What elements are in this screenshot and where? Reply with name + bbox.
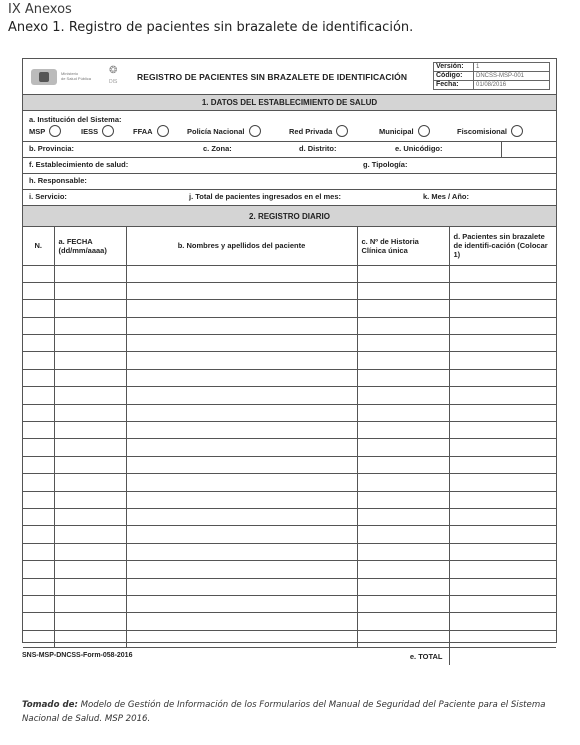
table-cell[interactable] — [23, 561, 54, 578]
option-policia-nacional[interactable]: Policía Nacional — [187, 125, 261, 137]
table-cell[interactable] — [54, 491, 126, 508]
table-cell[interactable] — [357, 508, 449, 525]
table-row — [23, 422, 556, 439]
ministry-logo: Ministerio de Salud Pública ❂ DIS — [31, 65, 131, 89]
table-cell[interactable] — [23, 300, 54, 317]
form-code: SNS-MSP-DNCSS-Form-058-2016 — [22, 652, 133, 659]
table-cell[interactable] — [54, 387, 126, 404]
table-cell[interactable] — [449, 422, 556, 439]
table-row — [23, 282, 556, 299]
table-cell[interactable] — [126, 508, 357, 525]
radio-circle-icon — [511, 125, 523, 137]
table-cell[interactable] — [357, 595, 449, 612]
table-cell[interactable] — [357, 474, 449, 491]
seal-icon: ❂ — [109, 65, 118, 76]
table-cell[interactable] — [23, 526, 54, 543]
table-cell[interactable] — [357, 335, 449, 352]
table-cell[interactable] — [126, 352, 357, 369]
radio-circle-icon — [336, 125, 348, 137]
table-cell[interactable] — [357, 543, 449, 560]
version-value: 1 — [474, 63, 550, 72]
option-msp[interactable]: MSP — [29, 125, 61, 137]
table-cell[interactable] — [126, 613, 357, 630]
section-1-heading: 1. DATOS DEL ESTABLECIMIENTO DE SALUD — [23, 95, 556, 111]
table-cell[interactable] — [23, 595, 54, 612]
table-cell[interactable] — [23, 404, 54, 421]
table-cell[interactable] — [54, 352, 126, 369]
table-cell[interactable] — [126, 456, 357, 473]
table-cell[interactable] — [54, 595, 126, 612]
radio-circle-icon — [249, 125, 261, 137]
table-cell[interactable] — [23, 543, 54, 560]
table-cell[interactable] — [449, 595, 556, 612]
table-cell[interactable] — [126, 404, 357, 421]
section-heading: IX Anexos — [8, 2, 72, 17]
table-row — [23, 491, 556, 508]
table-row — [23, 317, 556, 334]
source-note: Tomado de: Modelo de Gestión de Información de los Formularios del Manual de Seguridad del Paciente para el Sistema Nacional de Salud. MSP 2016. — [22, 700, 546, 724]
table-cell[interactable] — [23, 613, 54, 630]
table-cell[interactable] — [357, 578, 449, 595]
table-row — [23, 404, 556, 421]
total-label: e. TOTAL — [23, 648, 449, 665]
col-header-pacientes: d. Pacientes sin brazalete de identifi-cación (Colocar 1) — [449, 227, 556, 265]
provincia-field[interactable]: b. Provincia: — [29, 144, 75, 153]
table-cell[interactable] — [126, 578, 357, 595]
form-header — [23, 59, 556, 95]
table-cell[interactable] — [23, 335, 54, 352]
table-cell[interactable] — [126, 317, 357, 334]
table-row — [23, 369, 556, 386]
table-row — [23, 300, 556, 317]
option-fiscomisional[interactable]: Fiscomisional — [457, 125, 523, 137]
table-row — [23, 352, 556, 369]
table-cell[interactable] — [54, 439, 126, 456]
table-cell[interactable] — [54, 404, 126, 421]
unicodigo-field[interactable]: e. Unicódigo: — [395, 144, 443, 153]
table-cell[interactable] — [23, 387, 54, 404]
table-cell[interactable] — [449, 369, 556, 386]
table-cell[interactable] — [54, 300, 126, 317]
table-cell[interactable] — [449, 352, 556, 369]
table-cell[interactable] — [449, 543, 556, 560]
table-cell[interactable] — [54, 335, 126, 352]
table-cell[interactable] — [23, 317, 54, 334]
zona-field[interactable]: c. Zona: — [203, 144, 232, 153]
table-row — [23, 335, 556, 352]
total-value-cell[interactable] — [449, 648, 556, 665]
table-cell[interactable] — [126, 439, 357, 456]
option-red-privada[interactable]: Red Privada — [289, 125, 348, 137]
table-cell[interactable] — [23, 439, 54, 456]
table-cell[interactable] — [449, 300, 556, 317]
servicio-field[interactable]: i. Servicio: — [29, 192, 67, 201]
table-cell[interactable] — [54, 526, 126, 543]
table-cell[interactable] — [126, 543, 357, 560]
table-cell[interactable] — [357, 439, 449, 456]
radio-circle-icon — [157, 125, 169, 137]
institution-label: a. Institución del Sistema: — [29, 115, 122, 124]
responsable-field[interactable]: h. Responsable: — [29, 176, 87, 185]
table-cell[interactable] — [357, 526, 449, 543]
table-cell[interactable] — [54, 317, 126, 334]
table-cell[interactable] — [54, 456, 126, 473]
table-cell[interactable] — [126, 422, 357, 439]
table-cell[interactable] — [357, 630, 449, 647]
table-cell[interactable] — [449, 439, 556, 456]
table-cell[interactable] — [126, 474, 357, 491]
table-cell[interactable] — [23, 474, 54, 491]
table-cell[interactable] — [23, 422, 54, 439]
table-cell[interactable] — [54, 474, 126, 491]
table-cell[interactable] — [126, 265, 357, 282]
table-cell[interactable] — [357, 561, 449, 578]
table-cell[interactable] — [449, 317, 556, 334]
table-cell[interactable] — [126, 335, 357, 352]
section-2-heading: 2. REGISTRO DIARIO — [23, 206, 556, 227]
table-cell[interactable] — [449, 561, 556, 578]
table-cell[interactable] — [449, 387, 556, 404]
radio-circle-icon — [49, 125, 61, 137]
table-cell[interactable] — [449, 491, 556, 508]
option-ffaa[interactable]: FFAA — [133, 125, 169, 137]
table-cell[interactable] — [357, 265, 449, 282]
radio-circle-icon — [418, 125, 430, 137]
date-value: 01/08/2016 — [474, 81, 550, 90]
table-cell[interactable] — [126, 595, 357, 612]
table-cell[interactable] — [126, 282, 357, 299]
table-cell[interactable] — [357, 369, 449, 386]
table-cell[interactable] — [357, 300, 449, 317]
table-cell[interactable] — [54, 578, 126, 595]
table-cell[interactable] — [449, 456, 556, 473]
table-cell[interactable] — [126, 526, 357, 543]
table-row — [23, 439, 556, 456]
table-cell[interactable] — [54, 543, 126, 560]
table-cell[interactable] — [126, 630, 357, 647]
table-row — [23, 613, 556, 630]
code-value: DNCSS-MSP-001 — [474, 72, 550, 81]
col-header-n: N. — [23, 227, 54, 265]
table-cell[interactable] — [54, 508, 126, 525]
table-cell[interactable] — [357, 317, 449, 334]
table-cell[interactable] — [449, 630, 556, 647]
col-header-historia: c. Nº de Historia Clínica única — [357, 227, 449, 265]
table-cell[interactable] — [449, 613, 556, 630]
table-cell[interactable] — [126, 491, 357, 508]
table-cell[interactable] — [54, 282, 126, 299]
table-cell[interactable] — [357, 352, 449, 369]
tipologia-field[interactable]: g. Tipología: — [363, 160, 408, 169]
table-cell[interactable] — [126, 387, 357, 404]
table-cell[interactable] — [54, 630, 126, 647]
table-cell[interactable] — [449, 265, 556, 282]
table-cell[interactable] — [449, 282, 556, 299]
table-row — [23, 387, 556, 404]
table-row — [23, 578, 556, 595]
table-cell[interactable] — [357, 456, 449, 473]
table-cell[interactable] — [449, 335, 556, 352]
table-cell[interactable] — [357, 613, 449, 630]
table-cell[interactable] — [449, 508, 556, 525]
table-row — [23, 526, 556, 543]
form-title: REGISTRO DE PACIENTES SIN BRAZALETE DE IDENTIFICACIÓN — [137, 72, 408, 82]
table-row — [23, 561, 556, 578]
table-cell[interactable] — [23, 508, 54, 525]
table-cell[interactable] — [357, 404, 449, 421]
table-cell[interactable] — [23, 456, 54, 473]
table-cell[interactable] — [23, 491, 54, 508]
establecimiento-field[interactable]: f. Establecimiento de salud: — [29, 160, 129, 169]
table-row — [23, 595, 556, 612]
table-cell[interactable] — [357, 491, 449, 508]
radio-circle-icon — [102, 125, 114, 137]
table-row — [23, 474, 556, 491]
table-row — [23, 508, 556, 525]
table-cell[interactable] — [126, 300, 357, 317]
table-row — [23, 543, 556, 560]
table-cell[interactable] — [357, 422, 449, 439]
table-cell[interactable] — [449, 526, 556, 543]
distrito-field[interactable]: d. Distrito: — [299, 144, 337, 153]
option-municipal[interactable]: Municipal — [379, 125, 430, 137]
mes-anio-field[interactable]: k. Mes / Año: — [423, 192, 469, 201]
table-cell[interactable] — [23, 352, 54, 369]
table-cell[interactable] — [23, 265, 54, 282]
table-cell[interactable] — [126, 369, 357, 386]
table-row — [23, 630, 556, 647]
table-cell[interactable] — [54, 561, 126, 578]
table-cell[interactable] — [449, 578, 556, 595]
daily-register-table — [23, 227, 556, 665]
total-ingresados-field[interactable]: j. Total de pacientes ingresados en el mes: — [189, 192, 341, 201]
table-cell[interactable] — [23, 578, 54, 595]
document-metadata: Versión: 1 Código: DNCSS-MSP-001 Fecha: 01/08/2016 — [433, 62, 550, 90]
option-iess[interactable]: IESS — [81, 125, 114, 137]
table-cell[interactable] — [54, 265, 126, 282]
table-row — [23, 265, 556, 282]
table-cell[interactable] — [54, 369, 126, 386]
col-header-nombres: b. Nombres y apellidos del paciente — [126, 227, 357, 265]
table-cell[interactable] — [23, 282, 54, 299]
annex-title: Anexo 1. Registro de pacientes sin brazalete de identificación. — [8, 20, 414, 35]
table-row — [23, 456, 556, 473]
table-cell[interactable] — [449, 474, 556, 491]
table-cell[interactable] — [126, 561, 357, 578]
table-cell[interactable] — [54, 613, 126, 630]
col-header-fecha: a. FECHA (dd/mm/aaaa) — [54, 227, 126, 265]
table-cell[interactable] — [54, 422, 126, 439]
table-cell[interactable] — [23, 369, 54, 386]
table-cell[interactable] — [23, 630, 54, 647]
table-cell[interactable] — [449, 404, 556, 421]
table-cell[interactable] — [357, 387, 449, 404]
table-cell[interactable] — [357, 282, 449, 299]
